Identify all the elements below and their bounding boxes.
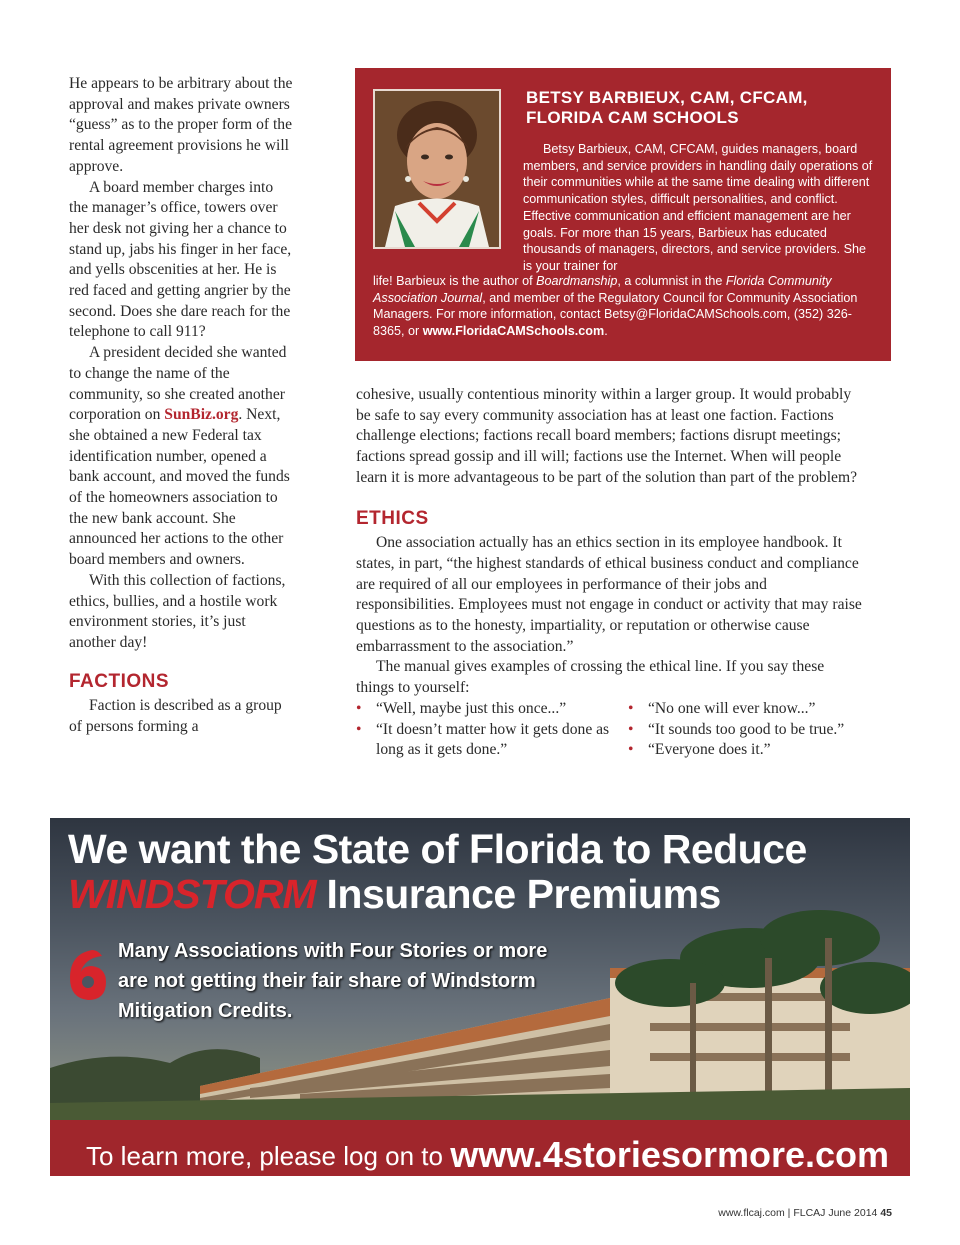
windstorm-advertisement[interactable] — [50, 818, 910, 1176]
bio-bottom-3: , and member of the Regulatory Council for Community Association Managers. For more information, contact Betsy@FloridaCAMSchools.com, (352) 326-8365, or — [373, 290, 858, 339]
author-bio-box — [355, 68, 891, 361]
sunbiz-link[interactable]: SunBiz.org — [164, 406, 239, 424]
bio-text-top: Betsy Barbieux, CAM, CFCAM, guides managers, board members, and service providers in handling daily operations of their communities while at the same time dealing with different communication styles, difficult personalities, and conflict. Effective communication and efficient management are her goals. For more than 15 years, Barbieux has educated thousands of managers, directors, and service providers. She is your trainer for — [523, 142, 873, 273]
left-paragraph-1: He appears to be arbitrary about the approval and makes private owners “guess” as to the proper form of the rental agreement provisions he will approve. — [69, 75, 293, 175]
ad-headline-line-2 — [68, 871, 721, 918]
author-photo — [373, 89, 501, 249]
bio-website-link[interactable]: www.FloridaCAMSchools.com — [422, 324, 605, 339]
left-paragraph-4: With this collection of factions, ethics, bullies, and a hostile work environment stories, it’s just another day! — [69, 571, 286, 651]
footer-site[interactable]: www.flcaj.com — [718, 1207, 785, 1219]
bullets-left — [356, 699, 628, 761]
bullet-item: • “No one will ever know...” — [628, 699, 866, 720]
factions-continuation: cohesive, usually contentious minority within a larger group. It would probably be safe to say every community association has at least one faction. Factions challenge elections; factions recall board members; factions disrupt meetings; factions spread gossip and ill will; factions use the Internet. When will people learn it is more advantageous to be part of the solution than part of the problem? — [356, 386, 858, 486]
bullet-item: • “Everyone does it.” — [628, 740, 866, 761]
bio-text-bottom — [373, 273, 878, 340]
bio-bottom-2: , a columnist in the — [617, 274, 726, 288]
ad-headline-line-2-rest: Insurance Premiums — [315, 871, 721, 917]
left-paragraph-3 — [69, 343, 295, 571]
ad-url-link[interactable]: www.4storiesormore.com — [450, 1134, 890, 1175]
footer-date: June 2014 — [828, 1207, 878, 1219]
right-column — [356, 385, 866, 761]
journal-title: Florida Community Association Journal — [373, 274, 832, 305]
ad-footer-label: To learn more, please log on to — [86, 1141, 451, 1171]
page-number: 45 — [880, 1207, 892, 1219]
bullet-item: • “Well, maybe just this once...” — [356, 699, 628, 720]
bullets-right — [628, 699, 866, 761]
author-name-line-2: FLORIDA CAM SCHOOLS — [526, 108, 739, 127]
p3-after: . Next, she obtained a new Federal tax identification number, opened a bank account, and moved the funds of the homeowners association to the new bank account. She announced her actions to the other board members and owners. — [69, 406, 290, 569]
ad-footer-banner[interactable] — [50, 1120, 910, 1176]
ethics-paragraph-2: The manual gives examples of crossing the ethical line. If you say these things to yourself: — [356, 658, 825, 697]
ethics-paragraph-1: One association actually has an ethics section in its employee handbook. It states, in part, “the highest standards of ethical business conduct and compliance are required of all our employees in performance of their jobs and responsibilities. Employees must not engage in conduct or activity that may raise questions as to the honesty, impartiality, or reputation or otherwise cause embarrassment to the association.” — [356, 534, 862, 655]
author-name-line-1: BETSY BARBIEUX, CAM, CFCAM, — [526, 88, 808, 107]
ad-headline-line-1: We want the State of Florida to Reduce — [68, 826, 807, 872]
footer-publication: FLCAJ — [793, 1207, 826, 1219]
factions-heading: FACTIONS — [69, 670, 170, 692]
bullet-item: • “It doesn’t matter how it gets done as long as it gets done.” — [356, 720, 628, 761]
footer-separator: | — [787, 1207, 794, 1219]
left-paragraph-2: A board member charges into the manager’s office, towers over her desk not giving her a chance to stand up, jabs his finger in her face, and yells obscenities at her. He is red faced and getting angrier by the second. Does she dare reach for the telephone to call 911? — [69, 178, 292, 341]
book-title: Boardmanship — [536, 274, 618, 288]
hurricane-icon — [62, 946, 112, 1011]
factions-text: Faction is described as a group of persons forming a — [69, 697, 282, 736]
page-footer — [718, 1207, 892, 1219]
bullet-item: • “It sounds too good to be true.” — [628, 720, 866, 741]
ad-windstorm-word: WINDSTORM — [68, 871, 316, 917]
author-name — [526, 88, 876, 128]
left-column — [69, 74, 295, 738]
ethics-bullets — [356, 699, 866, 761]
p3-before: A president decided she wanted to change the name of the community, so she created another corporation on — [69, 344, 287, 424]
ad-footer-text — [86, 1132, 889, 1174]
bio-bottom-1: life! Barbieux is the author of — [373, 274, 537, 288]
bio-bottom-4: . — [604, 324, 608, 339]
ad-body-text: Many Associations with Four Stories or more are not getting their fair share of Windstorm Mitigation Credits. — [118, 940, 548, 1022]
ethics-heading: ETHICS — [356, 507, 429, 529]
